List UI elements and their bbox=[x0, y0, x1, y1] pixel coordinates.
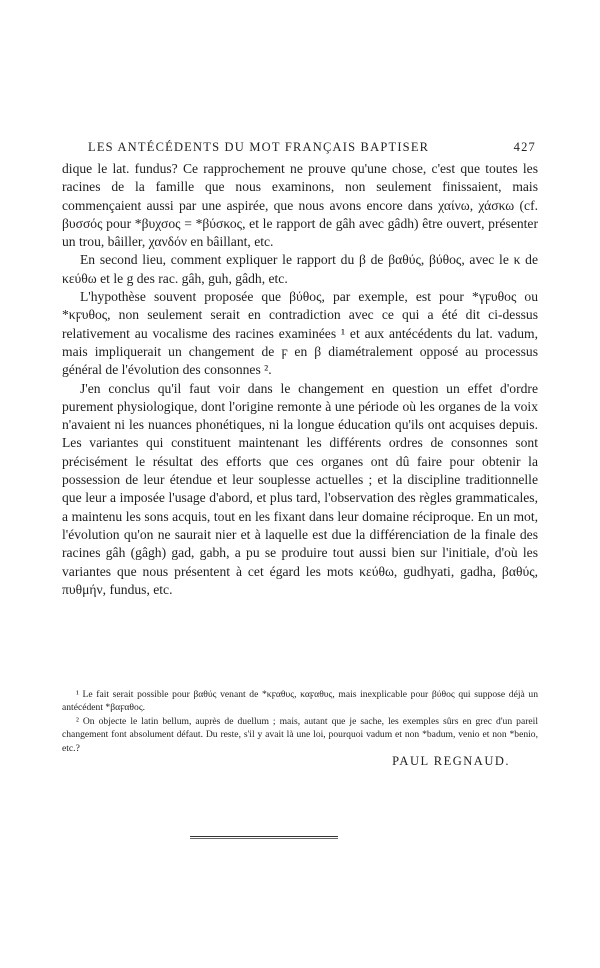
author-signature: PAUL REGNAUD. bbox=[392, 754, 510, 768]
footnotes bbox=[62, 688, 538, 755]
running-header bbox=[88, 140, 536, 158]
paragraph-continuation: dique le lat. fundus? Ce rapprochement ne prouve qu'une chose, c'est que toutes les racines de la famille que nous examinons, non seulement finissaient, mais commençaient aussi par une aspirée, que nous avons encore dans χαίνω, χάσκω (cf. βυσσός pour *βυχσος = *βύσκος, et le rapport de gâh avec gâdh) être ouvert, présenter un trou, bâiller, χανδόν en bâillant, etc. bbox=[62, 161, 538, 250]
paragraph-conclusion: J'en conclus qu'il faut voir dans le changement en question un effet d'ordre purement physiologique, dont l'origine remonte à une période où les organes de la voix n'avaient ni les nuances phonétiques, ni la longue éducation qu'ils ont acquises depuis. Les variantes qui constituent maintenant les différents ordres de consonnes sont précisément le résultat des efforts que ces organes ont dû faire pour obtenir la possession de leur étendue et leur souplesse actuelles ; et la discipline traditionnelle que leur a imposée l'usage d'abord, et plus tard, l'observation des règles grammaticales, a maintenu les sons acquis, tout en les fixant dans leur domaine réciproque. En un mot, l'évolution qu'on ne saurait nier et à laquelle est due la différenciation de la finale des racines gâh (gâgh) gad, gabh, a pu se produire tout aussi bien sur l'initiale, d'où les variantes que nous présentent à cet égard les mots κεύθω, gudhyati, gadha, βαθύς, πυθμήν, fundus, etc. bbox=[62, 380, 538, 597]
paragraph-hypothesis: L'hypothèse souvent proposée que βύθος, par exemple, est pour *γϝυθος ou *κϝυθος, non seulement serait en contradiction avec ce qui a été dit ci-dessus relativement au vocalisme des racines examinées ¹ et aux antécédents du lat. vadum, mais impliquerait un changement de ϝ en β diamétralement opposé au processus général de l'évolution des consonnes ². bbox=[62, 289, 538, 378]
page-number: 427 bbox=[513, 140, 536, 154]
end-rule bbox=[190, 836, 338, 837]
footnote-2: ² On objecte le latin bellum, auprès de duellum ; mais, autant que je sache, les exemples sûrs en grec d'un pareil changement font absolument défaut. Du reste, s'il y avait là une loi, pourquoi vadum et non *badum, venio et non *benio, etc.? bbox=[62, 715, 538, 754]
footnote-1: ¹ Le fait serait possible pour βαθύς venant de *κϝαθυς, καϝαθυς, mais inexplicable pour βύθος qui suppose déjà un antécédent *βαϝαθος. bbox=[62, 689, 538, 714]
running-title: LES ANTÉCÉDENTS DU MOT FRANÇAIS BAPTISER bbox=[88, 140, 430, 154]
main-text bbox=[62, 160, 538, 599]
paragraph-second-point: En second lieu, comment expliquer le rapport du β de βαθύς, βύθος, avec le κ de κεύθω et le g des rac. gâh, guh, gâdh, etc. bbox=[62, 252, 538, 286]
end-rule-inner bbox=[190, 838, 338, 839]
